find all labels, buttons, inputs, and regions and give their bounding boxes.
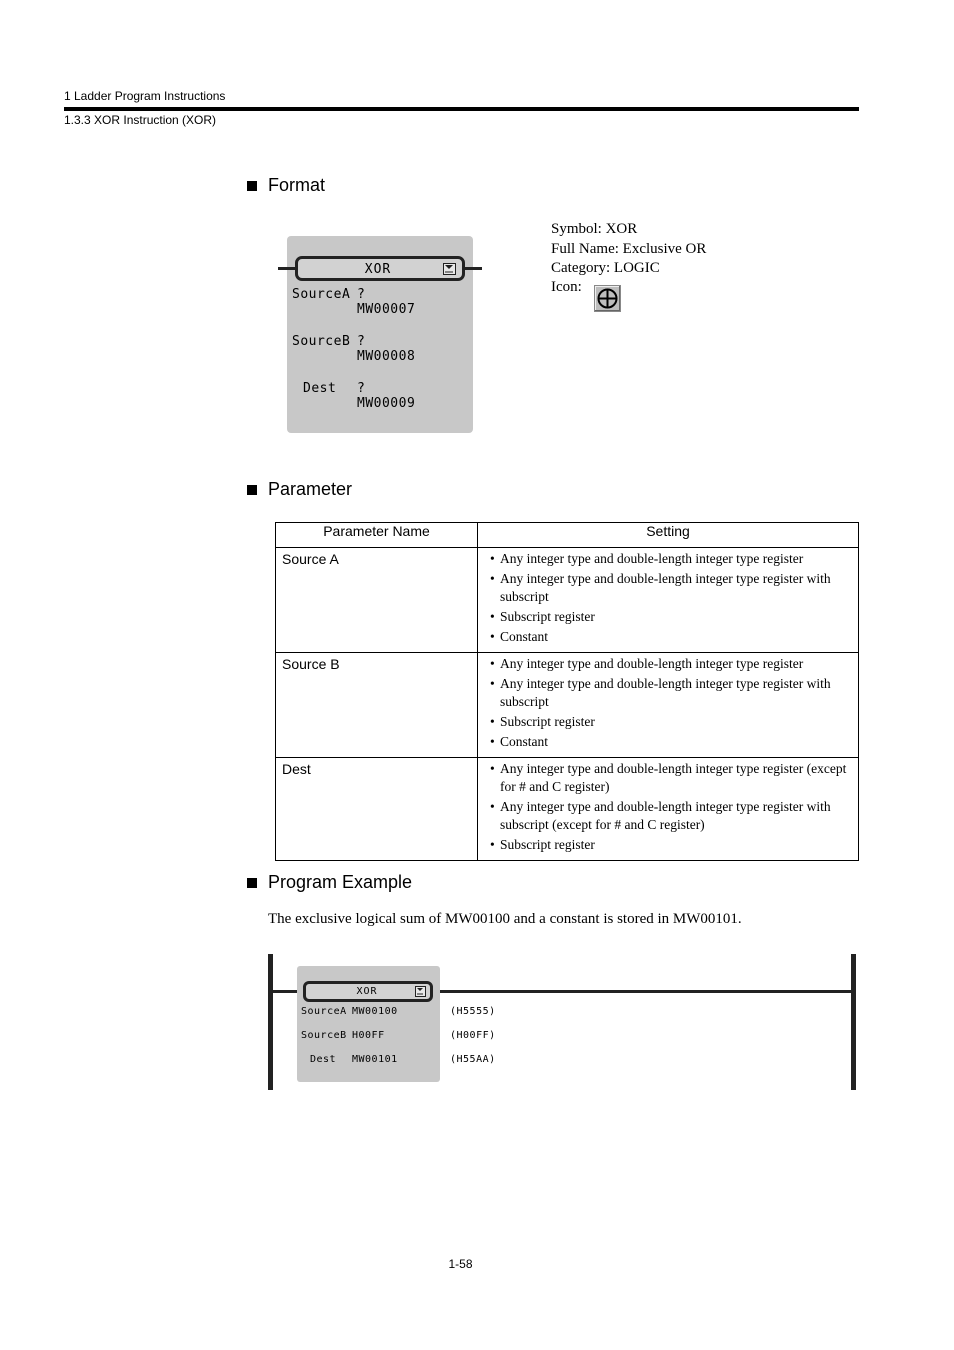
- example-sourceb-value: H00FF: [352, 1030, 385, 1041]
- table-row: [276, 653, 859, 758]
- rung-wire-left: [278, 267, 296, 270]
- square-bullet-icon: [247, 181, 257, 191]
- format-heading: [247, 175, 325, 196]
- setting-item: • Any integer type and double-length integer type register with subscript: [490, 570, 852, 606]
- table-row: [276, 758, 859, 861]
- icon-label: Icon:: [551, 279, 582, 295]
- parameter-table: [275, 522, 859, 861]
- running-header-chapter: 1 Ladder Program Instructions: [64, 89, 226, 103]
- setting-item: • Any integer type and double-length integer type register with subscript (except for # and C register): [490, 798, 852, 834]
- category-text: Category: LOGIC: [551, 260, 660, 276]
- setting-item: • Subscript register: [490, 608, 852, 626]
- example-dest-value: MW00101: [352, 1054, 398, 1065]
- square-bullet-icon: [247, 878, 257, 888]
- format-sourcea-label: SourceA: [292, 287, 351, 302]
- circled-plus-icon: [594, 285, 621, 312]
- example-dest-label: Dest: [310, 1054, 337, 1065]
- format-sourceb-q: ?: [357, 334, 366, 349]
- format-sourcea-q: ?: [357, 287, 366, 302]
- format-sourcea-value: MW00007: [357, 302, 416, 317]
- setting-item: • Constant: [490, 628, 852, 646]
- block-expand-icon: [415, 986, 426, 997]
- example-sourcea-value: MW00100: [352, 1006, 398, 1017]
- header-rule: [64, 107, 859, 111]
- xor-block-title: XOR: [364, 262, 392, 277]
- table-row: [276, 548, 859, 653]
- param-name-source-a: Source A: [276, 548, 478, 653]
- param-name-source-b: Source B: [276, 653, 478, 758]
- param-settings-source-b: [478, 653, 859, 758]
- format-heading-text: Format: [268, 175, 326, 195]
- parameter-heading: [247, 479, 352, 500]
- setting-item: • Any integer type and double-length integer type register: [490, 550, 852, 568]
- setting-item: • Subscript register: [490, 713, 852, 731]
- ladder-left-rail: [268, 954, 273, 1090]
- ladder-right-rail: [851, 954, 856, 1090]
- setting-item: • Any integer type and double-length integer type register with subscript: [490, 675, 852, 711]
- example-block-title-bar: [303, 981, 433, 1002]
- block-expand-icon: [443, 263, 456, 275]
- setting-item: • Any integer type and double-length integer type register: [490, 655, 852, 673]
- program-example-heading: [247, 872, 412, 893]
- example-dest-comment: (H55AA): [450, 1054, 496, 1065]
- param-settings-dest: [478, 758, 859, 861]
- setting-item: • Any integer type and double-length integer type register (except for # and C register): [490, 760, 852, 796]
- column-header-parameter-name: Parameter Name: [276, 523, 478, 548]
- format-dest-label: Dest: [303, 381, 337, 396]
- xor-block-title-bar: [295, 256, 465, 281]
- example-sourceb-label: SourceB: [301, 1030, 347, 1041]
- square-bullet-icon: [247, 485, 257, 495]
- rung-wire-right: [463, 267, 482, 270]
- page-number: 1-58: [448, 1257, 473, 1271]
- column-header-setting: Setting: [478, 523, 859, 548]
- param-name-dest: Dest: [276, 758, 478, 861]
- setting-item: • Constant: [490, 733, 852, 751]
- param-settings-source-a: [478, 548, 859, 653]
- parameter-heading-text: Parameter: [268, 479, 353, 499]
- full-name-text: Full Name: Exclusive OR: [551, 241, 707, 257]
- example-sourcea-comment: (H5555): [450, 1006, 496, 1017]
- ladder-wire-right: [432, 990, 851, 993]
- example-block-title: XOR: [356, 986, 378, 997]
- format-sourceb-label: SourceB: [292, 334, 351, 349]
- running-header-section: 1.3.3 XOR Instruction (XOR): [64, 113, 217, 127]
- format-sourceb-value: MW00008: [357, 349, 416, 364]
- example-sourceb-comment: (H00FF): [450, 1030, 496, 1041]
- setting-item: • Subscript register: [490, 836, 852, 854]
- program-example-heading-text: Program Example: [268, 872, 413, 892]
- format-dest-q: ?: [357, 381, 366, 396]
- symbol-text: Symbol: XOR: [551, 221, 638, 237]
- program-example-description: The exclusive logical sum of MW00100 and a constant is stored in MW00101.: [268, 911, 742, 927]
- table-header-row: [276, 523, 859, 548]
- example-sourcea-label: SourceA: [301, 1006, 347, 1017]
- format-dest-value: MW00009: [357, 396, 416, 411]
